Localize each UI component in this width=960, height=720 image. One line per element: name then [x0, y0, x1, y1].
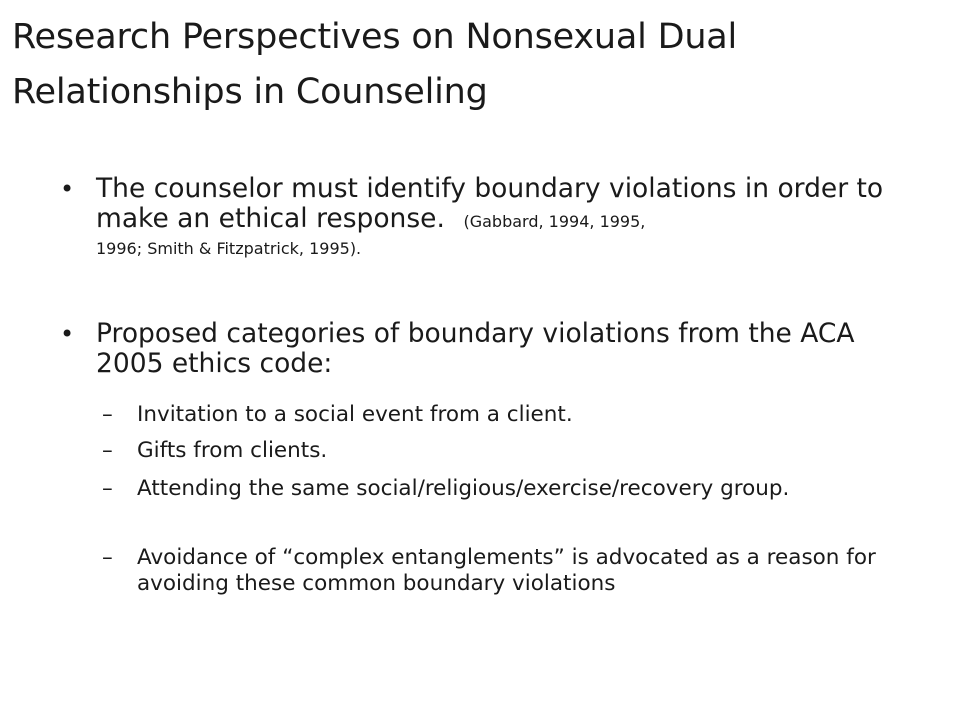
- sub-bullet-dash: –: [102, 402, 113, 427]
- bullet-citation: [453, 212, 645, 231]
- citation-part-2: 1996; Smith & Fitzpatrick, 1995).: [96, 239, 362, 258]
- sub-bullet-avoidance: [102, 545, 882, 597]
- sub-bullet-text: Invitation to a social event from a client.: [137, 402, 573, 427]
- citation-part-1: (Gabbard, 1994, 1995,: [463, 212, 646, 231]
- slide-title: [12, 10, 942, 120]
- sub-bullet-text: Avoidance of “complex entanglements” is advocated as a reason for avoiding these common boundary violations: [137, 545, 876, 596]
- sub-bullet-dash: –: [102, 476, 113, 501]
- sub-bullet-invitation: [102, 402, 882, 428]
- bullet-proposed-categories: [60, 318, 896, 379]
- bullet-text: Proposed categories of boundary violations from the ACA 2005 ethics code:: [96, 318, 855, 379]
- sub-bullet-dash: –: [102, 438, 113, 463]
- slide-title-line-1: Research Perspectives on Nonsexual Dual: [12, 17, 738, 57]
- sub-bullet-dash: –: [102, 545, 113, 570]
- bullet-dot: •: [60, 320, 75, 348]
- slide-title-line-2: Relationships in Counseling: [12, 72, 488, 112]
- sub-bullet-text: Attending the same social/religious/exercise/recovery group.: [137, 476, 790, 501]
- bullet-dot: •: [60, 175, 75, 203]
- bullet-text: The counselor must identify boundary violations in order to make an ethical response.: [96, 173, 884, 234]
- bullet-identify-violations: [60, 173, 896, 261]
- sub-bullet-attending-group: [102, 476, 882, 502]
- sub-bullet-text: Gifts from clients.: [137, 438, 328, 463]
- sub-bullet-gifts: [102, 438, 882, 464]
